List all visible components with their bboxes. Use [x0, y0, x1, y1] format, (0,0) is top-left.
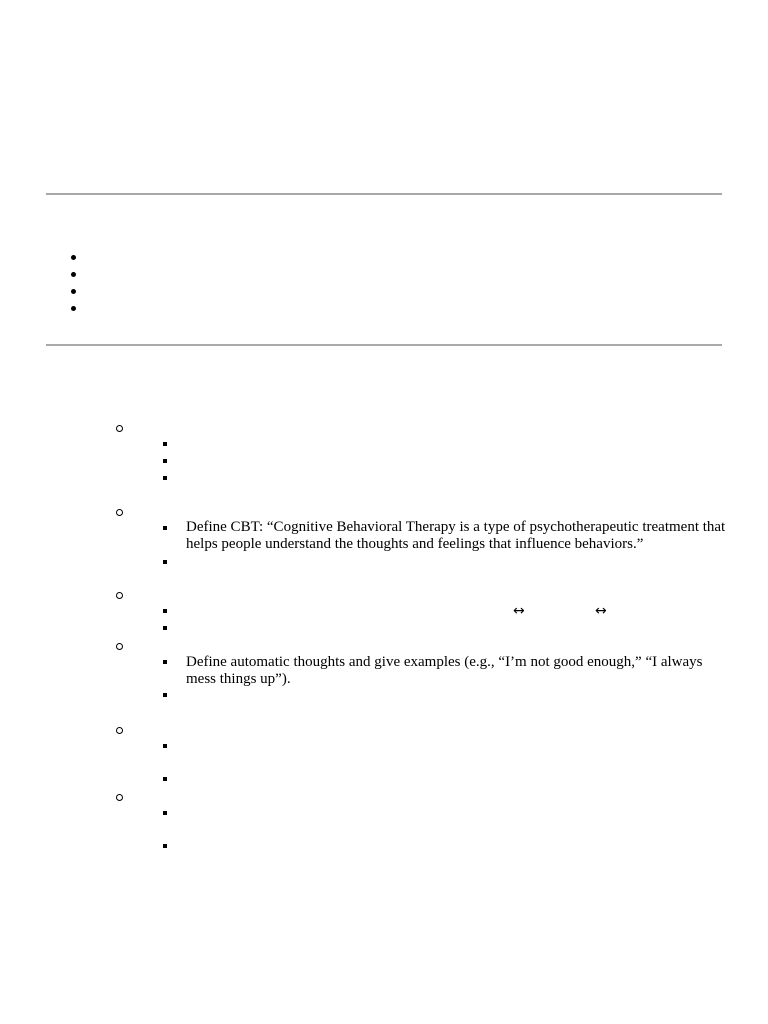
sub-item-bullet: [163, 693, 167, 697]
outline-item-bullet: [116, 794, 123, 801]
list-item-bullet: [71, 255, 76, 260]
outline-item-bullet: [116, 643, 123, 650]
divider-middle: [46, 344, 722, 346]
sub-item-bullet: [163, 459, 167, 463]
define-cbt-text: Define CBT: “Cognitive Behavioral Therapy is a type of psychotherapeutic treatment that helps people understand the thoughts and feelings that influence behaviors.”: [186, 519, 726, 552]
sub-item-bullet: [163, 844, 167, 848]
outline-item-bullet: [116, 425, 123, 432]
outline-item-bullet: [116, 592, 123, 599]
sub-item-bullet: [163, 609, 167, 613]
sub-item-bullet: [163, 660, 167, 664]
sub-item-bullet: [163, 476, 167, 480]
sub-item-bullet: [163, 777, 167, 781]
sub-item-bullet: [163, 442, 167, 446]
sub-item-bullet: [163, 744, 167, 748]
bidirectional-arrow-icon: ↔: [595, 603, 607, 619]
bidirectional-arrow-icon: ↔: [513, 603, 525, 619]
list-item-bullet: [71, 289, 76, 294]
divider-top: [46, 193, 722, 195]
outline-item-bullet: [116, 727, 123, 734]
automatic-thoughts-text: Define automatic thoughts and give examples (e.g., “I’m not good enough,” “I always mess things up”).: [186, 654, 703, 687]
sub-item-bullet: [163, 526, 167, 530]
sub-item-bullet: [163, 626, 167, 630]
list-item-bullet: [71, 272, 76, 277]
sub-item-bullet: [163, 811, 167, 815]
outline-item-bullet: [116, 509, 123, 516]
sub-item-bullet: [163, 560, 167, 564]
list-item-bullet: [71, 306, 76, 311]
